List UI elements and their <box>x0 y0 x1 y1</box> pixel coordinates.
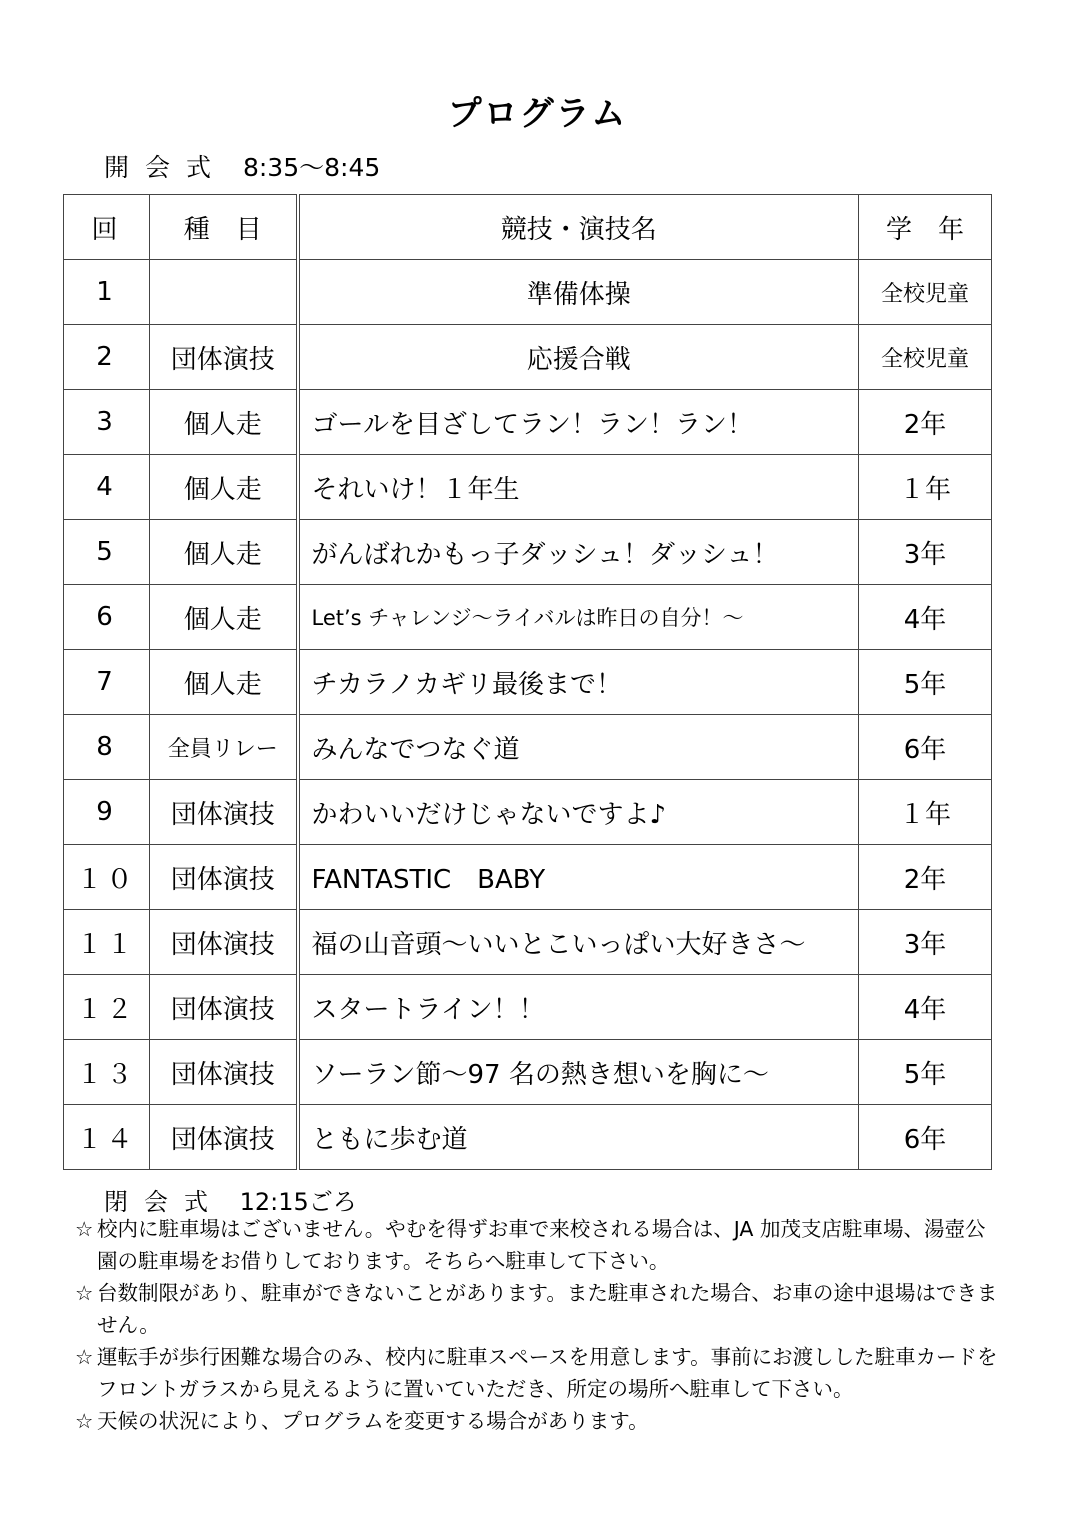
table-row <box>64 585 992 650</box>
table-row <box>64 520 992 585</box>
program-table <box>63 194 992 1170</box>
table-row <box>64 1040 992 1105</box>
row-no: 9 <box>64 780 150 845</box>
note-text: 運転手が歩行困難な場合のみ、校内に駐車スペースを用意します。事前にお渡しした駐車カードをフロントガラスから見えるように置いていただき、所定の場所へ駐車して下さい。 <box>97 1345 998 1401</box>
table-row <box>64 455 992 520</box>
star-icon: ☆ <box>75 1217 94 1241</box>
row-type: 個人走 <box>150 520 298 585</box>
row-grade: 全校児童 <box>859 325 992 390</box>
row-no: １２ <box>64 975 150 1040</box>
row-grade: 全校児童 <box>859 260 992 325</box>
table-row <box>64 260 992 325</box>
table-row <box>64 390 992 455</box>
opening-ceremony <box>104 148 380 184</box>
row-name: がんばれかもっ子ダッシュ！ダッシュ！ <box>298 520 859 585</box>
closing-ceremony <box>104 1182 357 1217</box>
row-type: 個人走 <box>150 390 298 455</box>
row-type: 個人走 <box>150 650 298 715</box>
row-type: 個人走 <box>150 455 298 520</box>
table-header-row <box>64 195 992 260</box>
row-no: 4 <box>64 455 150 520</box>
row-name: かわいいだけじゃないですよ♪ <box>298 780 859 845</box>
header-type: 種 目 <box>150 195 298 260</box>
row-name: ソーラン節〜97 名の熱き想いを胸に〜 <box>298 1040 859 1105</box>
row-type: 団体演技 <box>150 845 298 910</box>
row-no: 8 <box>64 715 150 780</box>
table-row <box>64 715 992 780</box>
note-item <box>75 1341 1005 1405</box>
row-name: Let’s チャレンジ〜ライバルは昨日の自分！〜 <box>298 585 859 650</box>
row-no: 1 <box>64 260 150 325</box>
note-text: 校内に駐車場はございません。やむを得ずお車で来校される場合は、JA 加茂支店駐車場、湯壺公園の駐車場をお借りしております。そちらへ駐車して下さい。 <box>97 1217 986 1273</box>
star-icon: ☆ <box>75 1281 94 1305</box>
row-grade: 6年 <box>859 715 992 780</box>
row-type: 全員リレー <box>150 715 298 780</box>
row-type: 個人走 <box>150 585 298 650</box>
notes-list <box>75 1213 1005 1437</box>
table-row <box>64 325 992 390</box>
header-name: 競技・演技名 <box>298 195 859 260</box>
page-title: プログラム <box>447 94 628 134</box>
note-item <box>75 1213 1005 1277</box>
row-no: 2 <box>64 325 150 390</box>
row-name: ゴールを目ざしてラン！ラン！ラン！ <box>298 390 859 455</box>
note-item <box>75 1405 1005 1437</box>
row-name: 福の山音頭〜いいとこいっぱい大好きさ〜 <box>298 910 859 975</box>
table-row <box>64 650 992 715</box>
row-name: チカラノカギリ最後まで！ <box>298 650 859 715</box>
row-type: 団体演技 <box>150 780 298 845</box>
row-grade: 2年 <box>859 845 992 910</box>
row-grade: 4年 <box>859 975 992 1040</box>
note-text: 台数制限があり、駐車ができないことがあります。また駐車された場合、お車の途中退場はできません。 <box>97 1281 998 1337</box>
row-name: FANTASTIC BABY <box>298 845 859 910</box>
row-name: ともに歩む道 <box>298 1105 859 1170</box>
row-grade: 5年 <box>859 650 992 715</box>
opening-time: 8:35〜8:45 <box>242 153 381 182</box>
row-no: １０ <box>64 845 150 910</box>
closing-label: 閉会式 <box>104 1188 224 1216</box>
row-type: 団体演技 <box>150 1040 298 1105</box>
row-grade: 4年 <box>859 585 992 650</box>
opening-label: 開会式 <box>104 153 228 182</box>
table-row <box>64 910 992 975</box>
row-grade: 3年 <box>859 910 992 975</box>
row-name: 応援合戦 <box>298 325 859 390</box>
star-icon: ☆ <box>75 1345 94 1369</box>
row-no: １３ <box>64 1040 150 1105</box>
header-grade: 学 年 <box>859 195 992 260</box>
row-grade: 2年 <box>859 390 992 455</box>
row-name: みんなでつなぐ道 <box>298 715 859 780</box>
row-grade: １年 <box>859 780 992 845</box>
table-row <box>64 975 992 1040</box>
row-no: 3 <box>64 390 150 455</box>
table-row <box>64 780 992 845</box>
row-grade: １年 <box>859 455 992 520</box>
row-no: １４ <box>64 1105 150 1170</box>
header-no: 回 <box>64 195 150 260</box>
row-type: 団体演技 <box>150 325 298 390</box>
row-type: 団体演技 <box>150 1105 298 1170</box>
note-text: 天候の状況により、プログラムを変更する場合があります。 <box>97 1409 649 1433</box>
row-no: 7 <box>64 650 150 715</box>
row-type: 団体演技 <box>150 975 298 1040</box>
table-row <box>64 845 992 910</box>
note-item <box>75 1277 1005 1341</box>
row-type <box>150 260 298 325</box>
row-name: 準備体操 <box>298 260 859 325</box>
row-name: スタートライン！！ <box>298 975 859 1040</box>
row-no: １１ <box>64 910 150 975</box>
table-row <box>64 1105 992 1170</box>
star-icon: ☆ <box>75 1409 94 1433</box>
row-no: 6 <box>64 585 150 650</box>
row-grade: 6年 <box>859 1105 992 1170</box>
row-type: 団体演技 <box>150 910 298 975</box>
row-no: 5 <box>64 520 150 585</box>
row-grade: 5年 <box>859 1040 992 1105</box>
closing-time: 12:15ごろ <box>239 1188 357 1216</box>
row-name: それいけ！１年生 <box>298 455 859 520</box>
row-grade: 3年 <box>859 520 992 585</box>
